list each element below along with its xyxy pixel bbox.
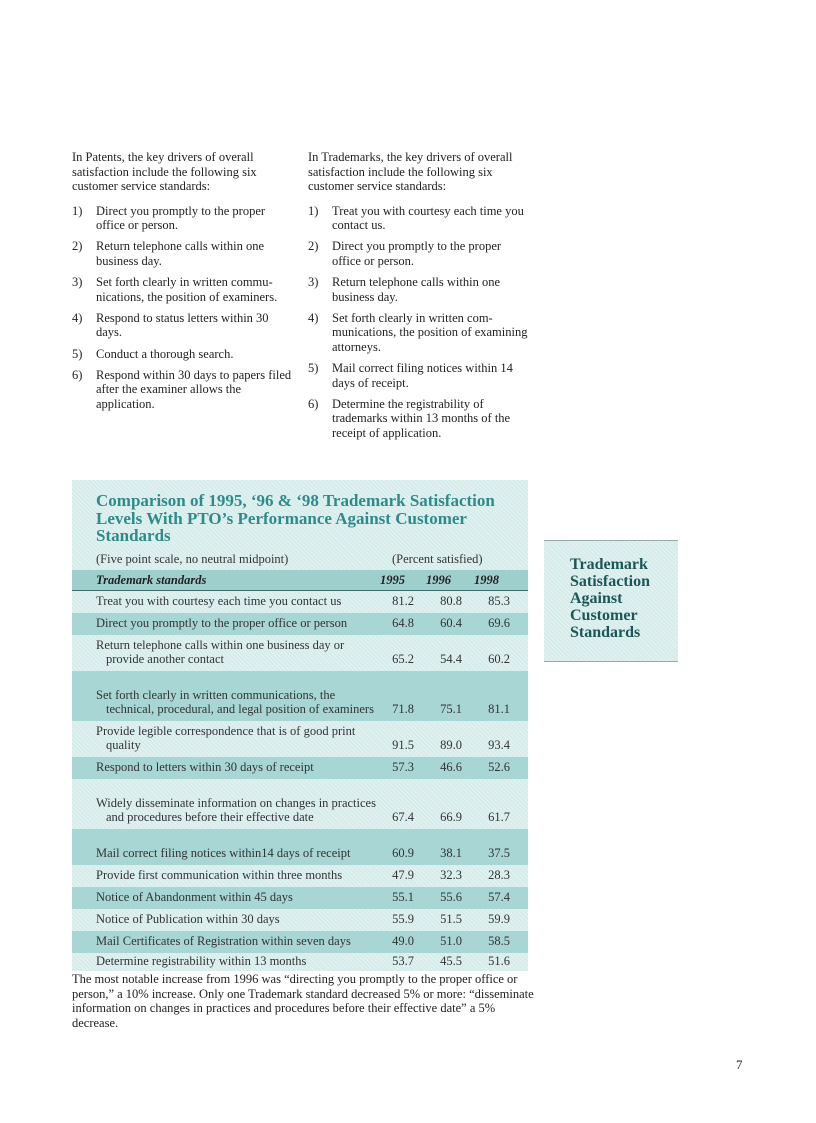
value-1998: 60.2 xyxy=(488,652,510,667)
patents-intro: In Patents, the key drivers of overall satisfaction include the following six customer service standards: xyxy=(72,150,257,194)
value-1995: 64.8 xyxy=(392,616,414,631)
value-1995: 55.9 xyxy=(392,912,414,927)
item-text: Mail correct filing notices within 14 days of receipt. xyxy=(332,361,513,390)
table-row xyxy=(72,931,528,953)
table-row xyxy=(72,887,528,909)
list-item xyxy=(72,239,297,268)
item-text: Direct you promptly to the proper office or person. xyxy=(332,239,502,269)
list-item xyxy=(72,347,297,362)
row-label: Mail Certificates of Registration within seven days xyxy=(96,934,351,949)
item-text: Conduct a thorough search. xyxy=(96,346,234,361)
item-number: 1) xyxy=(72,203,83,218)
item-number: 2) xyxy=(308,239,319,254)
table-row xyxy=(72,671,528,721)
value-1996: 45.5 xyxy=(440,954,462,969)
value-1995: 53.7 xyxy=(392,954,414,969)
scale-note: (Five point scale, no neutral midpoint) xyxy=(96,552,289,566)
item-text: Set forth clearly in written commu-nications, the position of examiners. xyxy=(96,275,278,304)
table-row xyxy=(72,635,528,671)
item-number: 5) xyxy=(72,346,83,361)
header-1998: 1998 xyxy=(474,573,499,587)
value-1995: 81.2 xyxy=(392,594,414,609)
value-1996: 51.5 xyxy=(440,912,462,927)
value-1998: 52.6 xyxy=(488,760,510,775)
list-item xyxy=(308,204,533,233)
item-number: 6) xyxy=(72,367,83,382)
item-text: Set forth clearly in written com-munications, the position of examining attorneys. xyxy=(332,310,528,355)
item-number: 3) xyxy=(308,275,319,290)
percent-note: (Percent satisfied) xyxy=(392,552,483,566)
value-1996: 46.6 xyxy=(440,760,462,775)
value-1998: 85.3 xyxy=(488,594,510,609)
header-1996: 1996 xyxy=(426,573,451,587)
value-1996: 51.0 xyxy=(440,934,462,949)
item-number: 2) xyxy=(72,239,83,254)
value-1996: 32.3 xyxy=(440,868,462,883)
item-text: Determine the registrability of trademarks within 13 months of the receipt of application. xyxy=(332,396,511,440)
value-1995: 91.5 xyxy=(392,738,414,753)
item-text: Return telephone calls within one business day. xyxy=(96,239,265,269)
value-1995: 57.3 xyxy=(392,760,414,775)
row-label: Treat you with courtesy each time you contact us xyxy=(96,594,342,609)
header-1995: 1995 xyxy=(380,573,405,587)
table-row xyxy=(72,779,528,829)
value-1995: 60.9 xyxy=(392,846,414,861)
value-1998: 51.6 xyxy=(488,954,510,969)
value-1998: 59.9 xyxy=(488,912,510,927)
page-number: 7 xyxy=(736,1057,743,1072)
value-1996: 38.1 xyxy=(440,846,462,861)
row-label: Direct you promptly to the proper office or person xyxy=(96,616,348,631)
value-1998: 28.3 xyxy=(488,868,510,883)
value-1995: 55.1 xyxy=(392,890,414,905)
row-label: Respond to letters within 30 days of receipt xyxy=(96,760,314,775)
item-text: Respond to status letters within 30 days. xyxy=(96,310,269,340)
value-1995: 49.0 xyxy=(392,934,414,949)
table-row xyxy=(72,829,528,865)
value-1998: 58.5 xyxy=(488,934,510,949)
trademarks-standards-list xyxy=(308,204,533,441)
comparison-table-panel xyxy=(72,480,528,971)
item-number: 1) xyxy=(308,203,319,218)
table-row xyxy=(72,909,528,931)
table-row xyxy=(72,591,528,613)
row-label: Return telephone calls within one business day or provide another contact xyxy=(96,637,345,667)
list-item xyxy=(308,239,533,268)
summary-paragraph: The most notable increase from 1996 was “directing you promptly to the proper office or person,” a 10% increase. Only one Trademark standard decreased 5% or more: “disseminate information on changes in practices and procedures before their effective date” a 5% decrease. xyxy=(72,972,534,1030)
item-number: 6) xyxy=(308,396,319,411)
item-text: Treat you with courtesy each time you contact us. xyxy=(332,203,524,233)
value-1998: 61.7 xyxy=(488,810,510,825)
table-row xyxy=(72,865,528,887)
sidebar-callout xyxy=(544,540,678,662)
list-item xyxy=(72,275,297,304)
row-label: Notice of Publication within 30 days xyxy=(96,912,280,927)
value-1995: 47.9 xyxy=(392,868,414,883)
list-item xyxy=(308,361,533,390)
value-1998: 69.6 xyxy=(488,616,510,631)
row-label: Widely disseminate information on changes in practices and procedures before their effective date xyxy=(96,795,376,825)
value-1998: 81.1 xyxy=(488,702,510,717)
table-row xyxy=(72,613,528,635)
value-1998: 37.5 xyxy=(488,846,510,861)
item-text: Return telephone calls within one business day. xyxy=(332,275,501,304)
value-1996: 80.8 xyxy=(440,594,462,609)
row-label: Mail correct filing notices within14 days of receipt xyxy=(96,846,351,861)
value-1995: 71.8 xyxy=(392,702,414,717)
item-text: Respond within 30 days to papers filed after the examiner allows the application. xyxy=(96,367,292,411)
value-1998: 93.4 xyxy=(488,738,510,753)
value-1995: 67.4 xyxy=(392,810,414,825)
list-item xyxy=(308,311,533,355)
value-1996: 66.9 xyxy=(440,810,462,825)
value-1995: 65.2 xyxy=(392,652,414,667)
table-title: Comparison of 1995, ‘96 & ‘98 Trademark Satisfaction Levels With PTO’s Performance Against Customer Standards xyxy=(96,491,495,545)
row-label: Set forth clearly in written communications, the technical, procedural, and legal position of examiners xyxy=(96,687,374,717)
item-number: 4) xyxy=(72,310,83,325)
item-text: Direct you promptly to the proper office or person. xyxy=(96,203,266,233)
table-row xyxy=(72,953,528,973)
patents-column xyxy=(72,150,297,418)
sidebar-title: Trademark Satisfaction Against Customer Standards xyxy=(570,556,650,641)
value-1996: 55.6 xyxy=(440,890,462,905)
value-1998: 57.4 xyxy=(488,890,510,905)
row-label: Notice of Abandonment within 45 days xyxy=(96,890,293,905)
item-number: 4) xyxy=(308,310,319,325)
item-number: 3) xyxy=(72,275,83,290)
trademarks-column xyxy=(308,150,533,447)
row-label: Provide legible correspondence that is of good print quality xyxy=(96,723,356,753)
table-header-row xyxy=(72,570,528,591)
item-number: 5) xyxy=(308,361,319,376)
list-item xyxy=(72,368,297,412)
header-standards: Trademark standards xyxy=(96,573,207,587)
list-item xyxy=(308,275,533,304)
value-1996: 60.4 xyxy=(440,616,462,631)
trademarks-intro: In Trademarks, the key drivers of overall satisfaction include the following six customer service standards: xyxy=(308,150,513,194)
table-body xyxy=(72,591,528,973)
list-item xyxy=(72,204,297,233)
value-1996: 75.1 xyxy=(440,702,462,717)
patents-standards-list xyxy=(72,204,297,412)
list-item xyxy=(72,311,297,340)
list-item xyxy=(308,397,533,441)
value-1996: 54.4 xyxy=(440,652,462,667)
row-label: Determine registrability within 13 months xyxy=(96,954,307,969)
table-row xyxy=(72,757,528,779)
table-row xyxy=(72,721,528,757)
value-1996: 89.0 xyxy=(440,738,462,753)
row-label: Provide first communication within three months xyxy=(96,868,343,883)
